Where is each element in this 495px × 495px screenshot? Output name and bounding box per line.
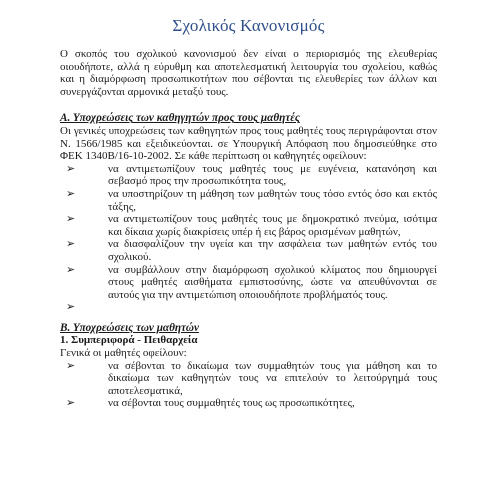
arrow-bullet-icon: ➢ bbox=[66, 162, 76, 175]
section-a-list bbox=[60, 163, 437, 314]
arrow-bullet-icon: ➢ bbox=[66, 359, 76, 372]
arrow-bullet-icon: ➢ bbox=[66, 263, 76, 276]
list-item bbox=[60, 301, 437, 314]
section-b-text: Γενικά οι μαθητές οφείλουν: bbox=[60, 347, 187, 360]
arrow-bullet-icon: ➢ bbox=[66, 301, 76, 314]
document-title: Σχολικός Κανονισμός bbox=[172, 16, 325, 35]
list-item: ➢ να σέβονται το δικαίωμα των συμμαθητών τους για μάθηση και το δικαίωμα των καθηγητών τους να επιτελούν το λειτούργημά τους αποτελεσματικά, bbox=[66, 359, 437, 397]
list-item: ➢ να συμβάλλουν στην διαμόρφωση σχολικού κλίματος που δημιουργεί στους μαθητές αισθήματα εμπιστοσύνης, ώστε να απευθύνονται σε αυτούς για την αντιμετώπιση οποιουδήποτε προβλήματός τους. bbox=[66, 263, 437, 301]
section-a-heading: Α. Υποχρεώσεις των καθηγητών προς τους μαθητές bbox=[60, 112, 300, 125]
section-a-text: Οι γενικές υποχρεώσεις των καθηγητών προς τους μαθητές τους περιγράφονται στον Ν. 1566/1985 και εξειδικεύονται. σε Υπουργική Απόφαση που δημοσιεύθηκε στο ΦΕΚ 1340Β/16-10-2002. Σε κάθε περίπτωση οι καθηγητές οφείλουν: bbox=[60, 124, 437, 163]
list-item: ➢ να αντιμετωπίζουν τους μαθητές τους με δημοκρατικό πνεύμα, ισότιμα και δίκαια χωρίς διακρίσεις υπέρ ή εις βάρος ορισμένων μαθητών, bbox=[66, 213, 437, 238]
section-b-heading: Β. Υποχρεώσεις των μαθητών bbox=[60, 321, 199, 334]
section-b-subheading: 1. Συμπεριφορά - Πειθαρχεία bbox=[60, 334, 198, 347]
arrow-bullet-icon: ➢ bbox=[66, 187, 76, 200]
intro-paragraph: Ο σκοπός του σχολικού κανονισμού δεν είναι ο περιορισμός της ελευθερίας οιουδήποτε, αλλά η εύρυθμη και αποτελεσματική λειτουργία του σχολείου, καθώς και η διαμόρφωση προσωπικοτήτων που σέβονται τις ελευθερίες των άλλων και συνεργάζονται αρμονικά μεταξύ τους. bbox=[60, 48, 437, 98]
list-item: ➢ να σέβονται τους συμμαθητές τους ως προσωπικότητες, bbox=[66, 397, 355, 410]
list-item: ➢ να αντιμετωπίζουν τους μαθητές τους με ευγένεια, κατανόηση και σεβασμό προς την προσωπικότητα τους, bbox=[66, 162, 437, 188]
arrow-bullet-icon: ➢ bbox=[66, 213, 76, 226]
list-item: ➢ να διασφαλίζουν την υγεία και την ασφάλεια των μαθητών εντός του σχολικού. bbox=[66, 238, 437, 263]
list-item: ➢ να υποστηρίζουν τη μάθηση των μαθητών τους τόσο εντός όσο και εκτός τάξης, bbox=[66, 187, 437, 213]
section-b-list bbox=[60, 360, 437, 410]
arrow-bullet-icon: ➢ bbox=[66, 397, 76, 410]
arrow-bullet-icon: ➢ bbox=[66, 238, 76, 251]
